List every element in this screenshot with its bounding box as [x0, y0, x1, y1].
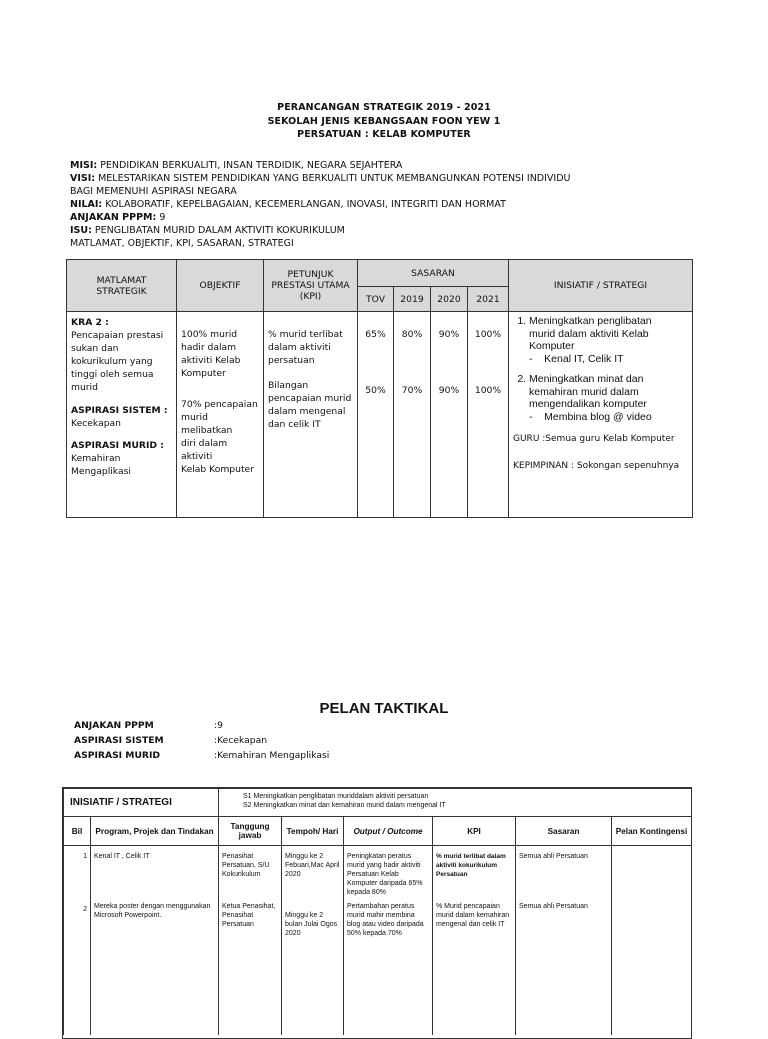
row-sasaran: Semua ahli Persatuan Semua ahli Persatuan	[516, 846, 612, 1036]
col-bil: Bil	[64, 817, 91, 846]
anjakan-label: ANJAKAN PPPM	[74, 720, 154, 731]
aspirasi-murid-value: :Kemahiran Mengaplikasi	[214, 750, 330, 761]
col-pelan: Pelan Kontingensi	[612, 817, 692, 846]
tov-value: 65%	[365, 329, 386, 340]
y2021-cell	[468, 312, 509, 518]
visi-line-2: BAGI MEMENUHI ASPIRASI NEGARA	[70, 186, 237, 197]
row-kpi: % murid terlibat dalam aktiviti kokurikulum Persatuan % Murid pencapaian murid dalam kemahiran mengenal dan celik IT	[433, 846, 516, 1036]
strategic-plan-table	[66, 259, 693, 518]
tov-cell	[358, 312, 394, 518]
guru-line: GURU :Semua guru Kelab Komputer	[513, 434, 675, 444]
objektif-cell	[177, 312, 264, 518]
doc-title-line3: PERSATUAN : KELAB KOMPUTER	[297, 129, 471, 140]
aspirasi-sistem-label: ASPIRASI SISTEM	[74, 735, 164, 746]
year-2019-header: 2019	[394, 287, 431, 312]
aspirasi-sistem-label: ASPIRASI SISTEM :	[71, 405, 168, 416]
year-2020-header: 2020	[431, 287, 468, 312]
row-bil: 1 2	[64, 846, 91, 1036]
table-row	[64, 846, 692, 1036]
row-program: Kenal IT , Celik IT Mereka poster dengan menggunakan Microsoft Powerpoint.	[91, 846, 219, 1036]
kepimpinan-line: KEPIMPINAN : Sokongan sepenuhnya	[513, 461, 680, 471]
kpi-header: PETUNJUK PRESTASI UTAMA (KPI)	[264, 260, 358, 312]
inisiatif-header: INISIATIF / STRATEGI	[509, 260, 693, 312]
kra-text: Pencapaian prestasi sukan dan kokurikulum yang tinggi oleh semua murid	[71, 330, 164, 393]
matlamat-cell	[67, 312, 177, 518]
kpi-2: Bilangan pencapaian murid dalam mengenal dan celik IT	[268, 380, 352, 430]
aspirasi-murid-label: ASPIRASI MURID	[74, 750, 161, 761]
y2021-value: 100%	[474, 385, 502, 396]
isu-line: ISU: PENGLIBATAN MURID DALAM AKTIVITI KOKURIKULUM	[70, 225, 345, 236]
inisiatif-subitem: - Kenal IT, Celik IT	[529, 352, 624, 365]
y2020-cell	[431, 312, 468, 518]
sasaran-header: SASARAN	[358, 260, 509, 287]
inisiatif-item: 2. Meningkatkan minat dan kemahiran murid dalam mengendalikan komputer - Membina blog @ video	[529, 373, 688, 423]
tactical-plan-title: PELAN TAKTIKAL	[319, 700, 449, 717]
col-tanggung-jawab: Tanggung jawab	[219, 817, 282, 846]
kra-label: KRA 2 :	[71, 317, 109, 328]
aspirasi-sistem-value: :Kecekapan	[214, 735, 268, 746]
tov-header: TOV	[358, 287, 394, 312]
matlamat-header: MATLAMAT STRATEGIK	[67, 260, 177, 312]
anjakan-value: :9	[214, 720, 223, 731]
y2021-value: 100%	[474, 329, 502, 340]
tactical-plan-table	[62, 787, 692, 1039]
aspirasi-sistem-value: Kecekapan	[71, 418, 121, 429]
nilai-line: NILAI: KOLABORATIF, KEPELBAGAIAN, KECEMERLANGAN, INOVASI, INTEGRITI DAN HORMAT	[70, 199, 506, 210]
col-sasaran: Sasaran	[516, 817, 612, 846]
col-tempoh: Tempoh/ Hari	[282, 817, 344, 846]
y2019-value: 80%	[401, 329, 423, 340]
y2020-value: 90%	[438, 329, 460, 340]
aspirasi-murid-label: ASPIRASI MURID :	[71, 440, 164, 451]
strategi-s2: S2 Meningkatkan minat dan kemahiran murid dalam mengenal IT	[243, 802, 446, 809]
row-pelan	[612, 846, 692, 1036]
year-2021-header: 2021	[468, 287, 509, 312]
objektif-header: OBJEKTIF	[177, 260, 264, 312]
strategi-list	[219, 789, 692, 817]
strategi-s1: S1 Meningkatkan penglibatan muriddalam aktiviti persatuan	[243, 793, 429, 800]
doc-title-line1: PERANCANGAN STRATEGIK 2019 - 2021	[277, 102, 491, 113]
objektif-1: 100% murid hadir dalam aktiviti Kelab Komputer	[181, 329, 241, 379]
misi-line: MISI: PENDIDIKAN BERKUALITI, INSAN TERDIDIK, NEGARA SEJAHTERA	[70, 160, 403, 171]
visi-line: VISI: MELESTARIKAN SISTEM PENDIDIKAN YANG BERKUALITI UNTUK MEMBANGUNKAN POTENSI INDIVIDU	[70, 173, 571, 184]
kpi-cell	[264, 312, 358, 518]
col-kpi: KPI	[433, 817, 516, 846]
objektif-2: 70% pencapaian murid melibatkan diri dalam aktiviti Kelab Komputer	[181, 399, 258, 475]
row-output: Peningkatan peratus murid yang hadir aktiviti Persatuan Kelab Komputer daripada 65% kepada 80% Pertambahan peratus murid mahir membina blog atau video daripada 50% kepada 70%	[344, 846, 433, 1036]
inisiatif-list	[513, 315, 688, 423]
row-tanggung-jawab: Penasihat Persatuan, S/U Kokurikulum Ketua Penasihat, Penasihat Persatuan	[219, 846, 282, 1036]
inisiatif-cell	[509, 312, 693, 518]
col-program: Program, Projek dan Tindakan	[91, 817, 219, 846]
tov-value: 50%	[365, 385, 386, 396]
row-tempoh: Minggu ke 2 Febuari,Mac April 2020 Minggu ke 2 bulan Julai Ogos 2020	[282, 846, 344, 1036]
y2020-value: 90%	[438, 385, 460, 396]
matlamat-line: MATLAMAT, OBJEKTIF, KPI, SASARAN, STRATEGI	[70, 238, 294, 249]
y2019-value: 70%	[401, 385, 423, 396]
y2019-cell	[394, 312, 431, 518]
inisiatif-subitem: - Membina blog @ video	[529, 410, 652, 423]
doc-title-line2: SEKOLAH JENIS KEBANGSAAN FOON YEW 1	[267, 116, 501, 127]
kpi-1: % murid terlibat dalam aktiviti persatuan	[268, 329, 343, 366]
col-output: Output / Outcome	[344, 817, 433, 846]
inisiatif-item: 1. Meningkatkan penglibatan murid dalam aktiviti Kelab Komputer - Kenal IT, Celik IT	[529, 315, 688, 365]
inisiatif-strategi-label: INISIATIF / STRATEGI	[64, 789, 219, 817]
anjakan-line: ANJAKAN PPPM: 9	[70, 212, 166, 223]
aspirasi-murid-value: Kemahiran Mengaplikasi	[71, 453, 131, 477]
